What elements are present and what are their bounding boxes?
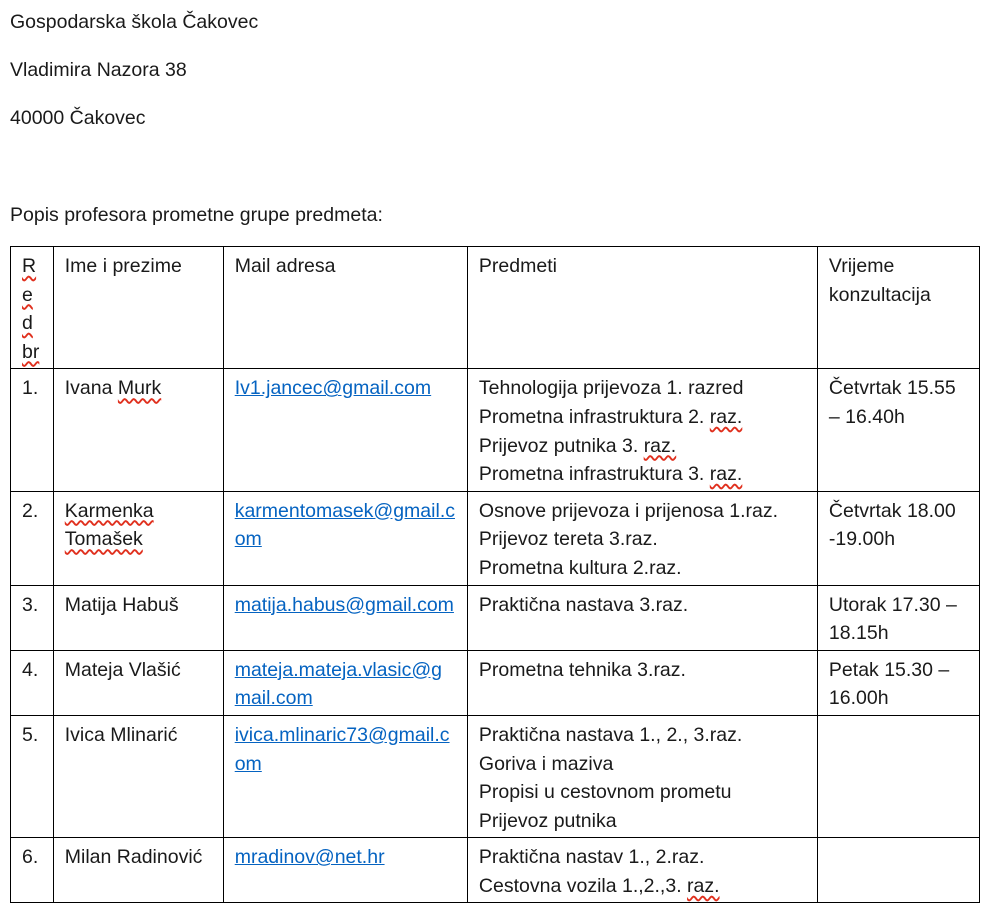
row-num: 5. <box>11 715 54 837</box>
row-name: Karmenka Tomašek <box>53 491 223 585</box>
school-city: 40000 Čakovec <box>10 107 146 129</box>
row-name: Milan Radinović <box>53 838 223 903</box>
row-subjects: Osnove prijevoza i prijenosa 1.raz. Prijevoz tereta 3.raz. Prometna kultura 2.raz. <box>467 491 817 585</box>
table-row <box>11 491 980 585</box>
row-subjects: Praktična nastava 1., 2., 3.raz. Goriva i maziva Propisi u cestovnom prometu Prijevoz putnika <box>467 715 817 837</box>
row-subjects: Praktična nastava 3.raz. <box>467 585 817 650</box>
row-time: Utorak 17.30 – 18.15h <box>817 585 979 650</box>
header-mail: Mail adresa <box>223 247 467 369</box>
list-intro: Popis profesora prometne grupe predmeta: <box>10 204 383 226</box>
row-name: Matija Habuš <box>53 585 223 650</box>
school-name: Gospodarska škola Čakovec <box>10 11 259 33</box>
professor-table <box>10 246 980 903</box>
row-name: Mateja Vlašić <box>53 650 223 715</box>
row-num: 3. <box>11 585 54 650</box>
email-link[interactable]: mateja.mateja.vlasic@gmail.com <box>234 658 442 710</box>
table-row <box>11 369 980 491</box>
header-name: Ime i prezime <box>53 247 223 369</box>
table-header-row <box>11 247 980 369</box>
row-name: Ivana Murk <box>53 369 223 491</box>
header-num: Red br <box>11 247 54 369</box>
row-name: Ivica Mlinarić <box>53 715 223 837</box>
row-num: 2. <box>11 491 54 585</box>
row-time: Petak 15.30 – 16.00h <box>817 650 979 715</box>
email-link[interactable]: matija.habus@gmail.com <box>234 593 454 616</box>
email-link[interactable]: Iv1.jancec@gmail.com <box>234 377 432 400</box>
school-street: Vladimira Nazora 38 <box>10 59 187 81</box>
row-time <box>817 715 979 837</box>
table-row <box>11 715 980 837</box>
email-link[interactable]: karmentomasek@gmail.com <box>234 499 455 551</box>
row-time: Četvrtak 15.55 – 16.40h <box>817 369 979 491</box>
table-row <box>11 585 980 650</box>
header-subjects: Predmeti <box>467 247 817 369</box>
header-time: Vrijeme konzultacija <box>817 247 979 369</box>
email-link[interactable]: mradinov@net.hr <box>234 846 385 869</box>
row-time <box>817 838 979 903</box>
table-row <box>11 650 980 715</box>
row-subjects: Tehnologija prijevoza 1. razred Prometna infrastruktura 2. raz. Prijevoz putnika 3. raz. Prometna infrastruktura 3. raz. <box>467 369 817 491</box>
row-time: Četvrtak 18.00 -19.00h <box>817 491 979 585</box>
table-row <box>11 838 980 903</box>
row-num: 4. <box>11 650 54 715</box>
row-subjects: Prometna tehnika 3.raz. <box>467 650 817 715</box>
row-subjects: Praktična nastav 1., 2.raz. Cestovna vozila 1.,2.,3. raz. <box>467 838 817 903</box>
email-link[interactable]: ivica.mlinaric73@gmail.com <box>234 723 450 775</box>
row-num: 6. <box>11 838 54 903</box>
row-num: 1. <box>11 369 54 491</box>
